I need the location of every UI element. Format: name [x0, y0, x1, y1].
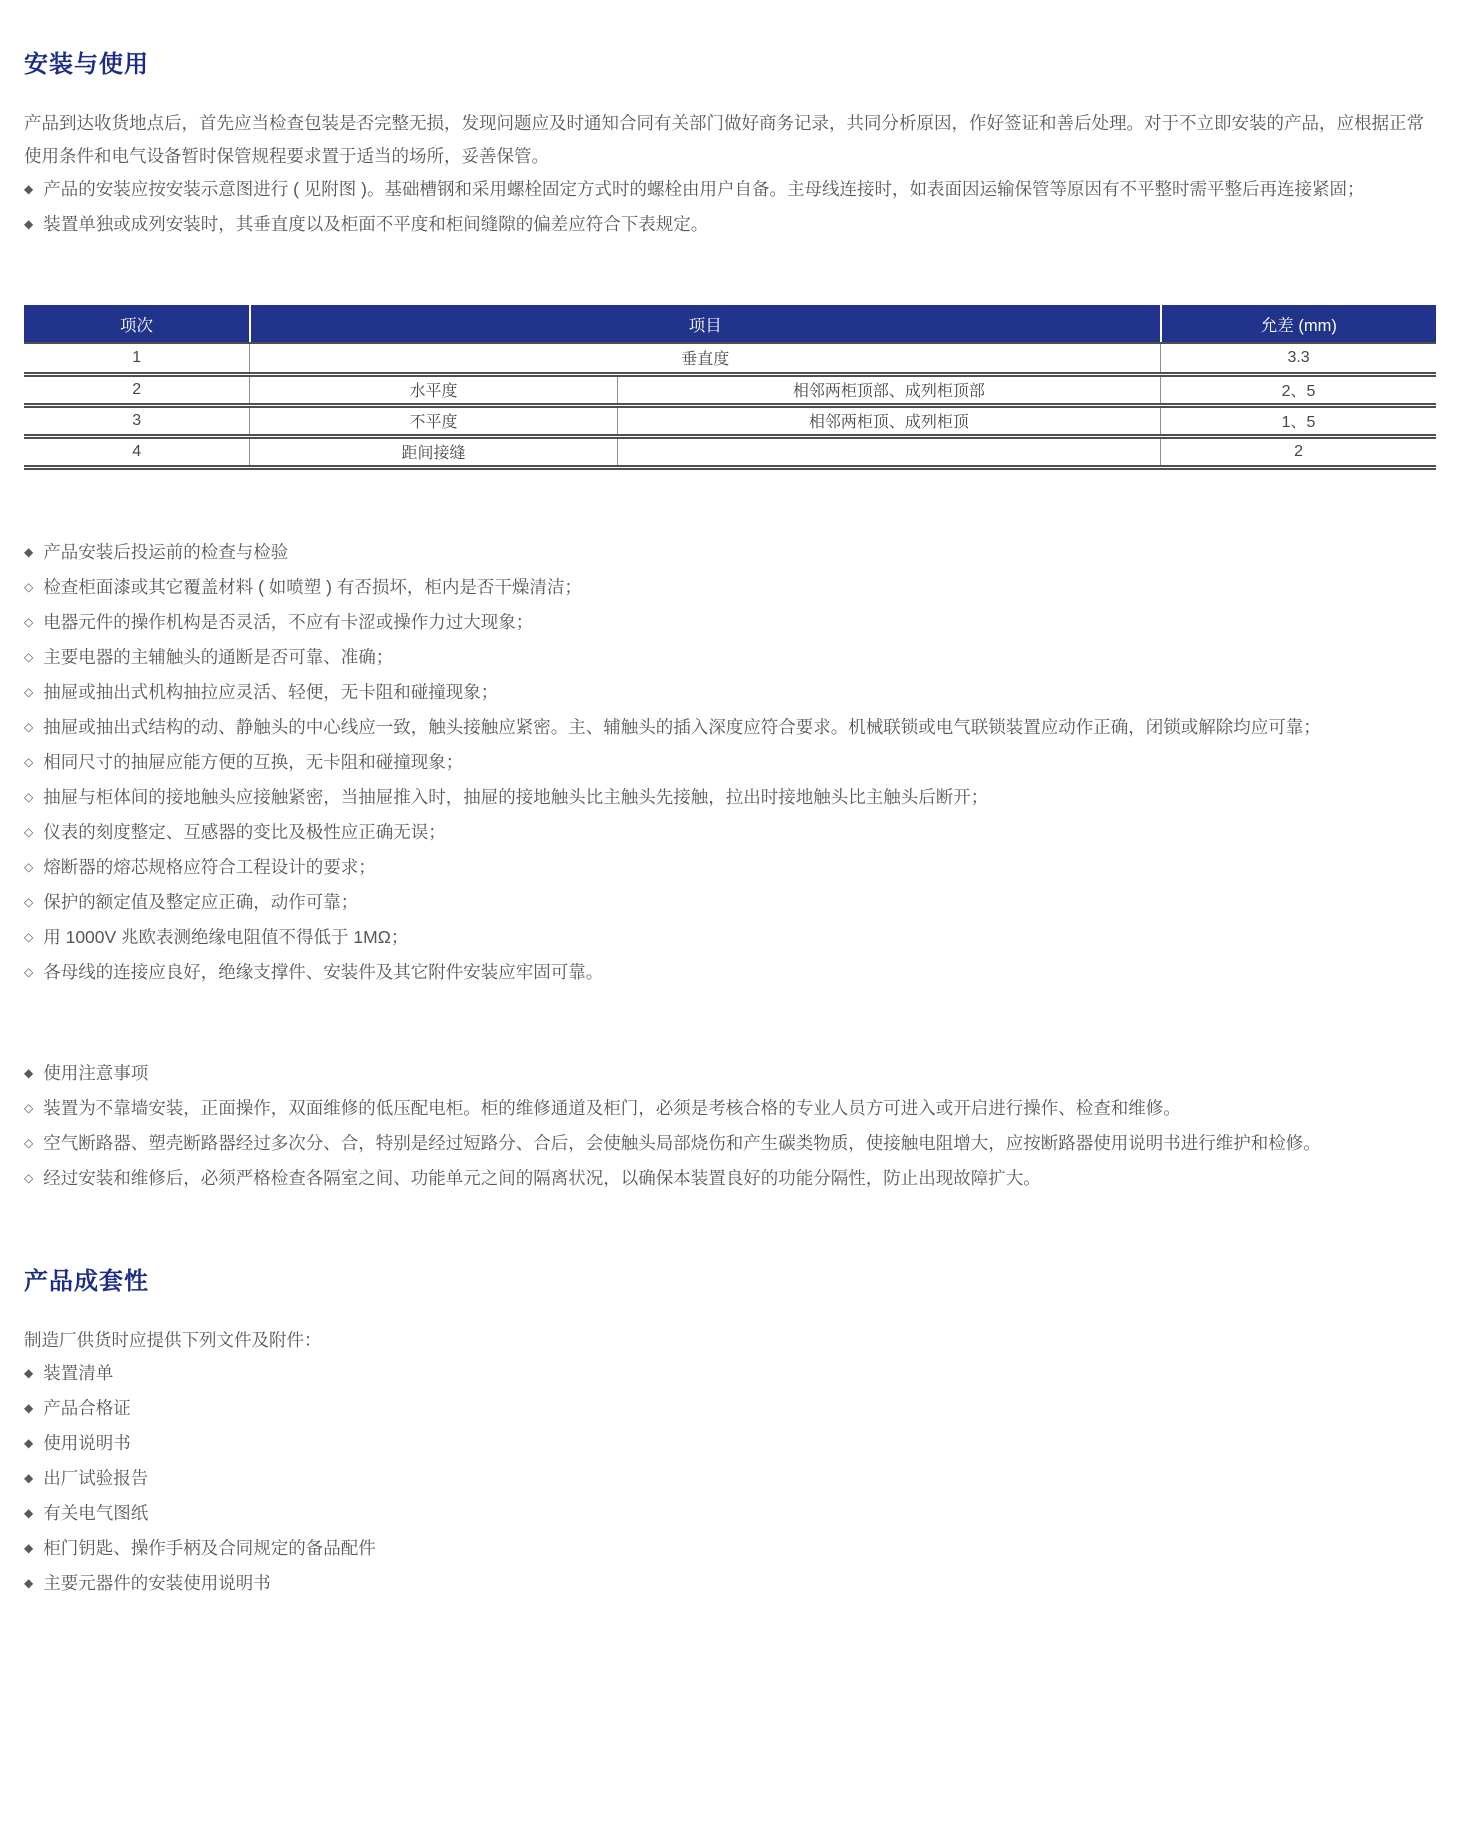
list-item-text: 空气断路器、塑壳断路器经过多次分、合，特别是经过短路分、合后，会使触头局部烧伤和产生碳类物质，使接触电阻增大，应按断路器使用说明书进行维护和检修。 [43, 1132, 1321, 1153]
list-item-text: 抽屉或抽出式结构的动、静触头的中心线应一致，触头接触应紧密。主、辅触头的插入深度应符合要求。机械联锁或电气联锁装置应动作正确，闭锁或解除均应可靠； [43, 716, 1321, 737]
table-row [24, 343, 1436, 374]
cell-no: 2 [24, 374, 250, 405]
list-item-text: 主要元器件的安装使用说明书 [43, 1572, 271, 1593]
list-item [24, 956, 1440, 991]
hollow-diamond-bullet-icon: ◇ [24, 859, 34, 874]
table-header-row [24, 305, 1436, 343]
table-row [24, 374, 1436, 405]
list-item-text: 经过安装和维修后，必须严格检查各隔室之间、功能单元之间的隔离状况，以确保本装置良好的功能分隔性，防止出现故障扩大。 [43, 1167, 1041, 1188]
hollow-diamond-bullet-icon: ◇ [24, 929, 34, 944]
supply-list-item [24, 1357, 1440, 1392]
list-item-text: 主要电器的主辅触头的通断是否可靠、准确； [43, 646, 394, 667]
list-item-text: 产品合格证 [43, 1397, 131, 1418]
hollow-diamond-bullet-icon: ◇ [24, 894, 34, 909]
cell-tolerance: 2、5 [1161, 374, 1436, 405]
list-item [24, 781, 1440, 816]
filled-diamond-bullet-icon: ◆ [24, 182, 34, 196]
list-item-text: 出厂试验报告 [43, 1467, 149, 1488]
list-item-text: 有关电气图纸 [43, 1502, 149, 1523]
hollow-diamond-bullet-icon: ◇ [24, 1170, 34, 1185]
filled-diamond-bullet-icon: ◆ [24, 544, 34, 559]
list-item-text: 电器元件的操作机构是否灵活，不应有卡涩或操作力过大现象； [43, 611, 534, 632]
table-row [24, 405, 1436, 436]
filled-diamond-bullet-icon: ◆ [24, 1540, 34, 1555]
list-item [24, 816, 1440, 851]
usage-section [24, 1057, 1440, 1197]
list-item-text: 抽屉与柜体间的接地触头应接触紧密，当抽屉推入时，抽屉的接地触头比主触头先接触，拉出时接地触头比主触头后断开； [43, 786, 989, 807]
bullet-item [24, 173, 1440, 208]
inspection-heading [24, 536, 1440, 571]
usage-heading [24, 1057, 1440, 1092]
list-item [24, 1162, 1440, 1197]
cell-item: 距间接缝 [250, 436, 617, 467]
filled-diamond-bullet-icon: ◆ [24, 1400, 34, 1415]
supply-list-item [24, 1567, 1440, 1602]
filled-diamond-bullet-icon: ◆ [24, 1365, 34, 1380]
cell-no: 3 [24, 405, 250, 436]
list-item-text: 检查柜面漆或其它覆盖材料 ( 如喷塑 ) 有否损坏，柜内是否干燥清洁； [43, 576, 582, 597]
list-item [24, 676, 1440, 711]
list-item [24, 711, 1440, 746]
supply-list-item [24, 1497, 1440, 1532]
tolerance-table [24, 305, 1436, 470]
list-item-text: 装置为不靠墙安装，正面操作，双面维修的低压配电柜。柜的维修通道及柜门，必须是考核合格的专业人员方可进入或开启进行操作、检查和维修。 [43, 1097, 1181, 1118]
list-item-text: 相同尺寸的抽屉应能方便的互换，无卡阻和碰撞现象； [43, 751, 464, 772]
supply-list-item [24, 1532, 1440, 1567]
hollow-diamond-bullet-icon: ◇ [24, 789, 34, 804]
filled-diamond-bullet-icon: ◆ [24, 217, 34, 231]
header-cell-item: 项目 [250, 305, 1161, 343]
filled-diamond-bullet-icon: ◆ [24, 1575, 34, 1590]
cell-sub-item: 相邻两柜顶、成列柜顶 [617, 405, 1161, 436]
list-item-text: 使用说明书 [43, 1432, 131, 1453]
list-item [24, 886, 1440, 921]
table-row [24, 436, 1436, 467]
supply-list-item [24, 1392, 1440, 1427]
cell-sub-item: 相邻两柜顶部、成列柜顶部 [617, 374, 1161, 405]
list-item-text: 装置清单 [43, 1362, 114, 1383]
bullet-text: 产品安装后投运前的检查与检验 [43, 541, 289, 562]
hollow-diamond-bullet-icon: ◇ [24, 684, 34, 699]
header-cell-tolerance: 允差 (mm) [1161, 305, 1436, 343]
cell-item: 不平度 [250, 405, 617, 436]
page-title-completeness: 产品成套性 [24, 1267, 149, 1295]
bullet-text: 使用注意事项 [43, 1062, 149, 1083]
cell-item-merged: 垂直度 [250, 343, 1161, 374]
cell-item: 水平度 [250, 374, 617, 405]
cell-tolerance: 1、5 [1161, 405, 1436, 436]
hollow-diamond-bullet-icon: ◇ [24, 754, 34, 769]
hollow-diamond-bullet-icon: ◇ [24, 964, 34, 979]
filled-diamond-bullet-icon: ◆ [24, 1505, 34, 1520]
list-item [24, 921, 1440, 956]
filled-diamond-bullet-icon: ◆ [24, 1435, 34, 1450]
supply-list-item [24, 1427, 1440, 1462]
list-item [24, 606, 1440, 641]
header-cell-index: 项次 [24, 305, 250, 343]
filled-diamond-bullet-icon: ◆ [24, 1065, 34, 1080]
hollow-diamond-bullet-icon: ◇ [24, 824, 34, 839]
intro-paragraph: 产品到达收货地点后，首先应当检查包装是否完整无损，发现问题应及时通知合同有关部门做好商务记录，共同分析原因，作好签证和善后处理。对于不立即安装的产品，应根据正常使用条件和电气设备暂时保管规程要求置于适当的场所，妥善保管。 [24, 113, 1424, 166]
hollow-diamond-bullet-icon: ◇ [24, 579, 34, 594]
hollow-diamond-bullet-icon: ◇ [24, 614, 34, 629]
cell-no: 1 [24, 343, 250, 374]
hollow-diamond-bullet-icon: ◇ [24, 719, 34, 734]
cell-tolerance: 2 [1161, 436, 1436, 467]
list-item [24, 641, 1440, 676]
supply-list [24, 1357, 1440, 1602]
hollow-diamond-bullet-icon: ◇ [24, 649, 34, 664]
cell-tolerance: 3.3 [1161, 343, 1436, 374]
list-item [24, 1127, 1440, 1162]
list-item [24, 746, 1440, 781]
hollow-diamond-bullet-icon: ◇ [24, 1100, 34, 1115]
list-item-text: 柜门钥匙、操作手柄及合同规定的备品配件 [43, 1537, 376, 1558]
inspection-section [24, 536, 1440, 991]
cell-sub-item [617, 436, 1161, 467]
list-item-text: 仪表的刻度整定、互感器的变比及极性应正确无误； [43, 821, 446, 842]
list-item-text: 抽屉或抽出式机构抽拉应灵活、轻便，无卡阻和碰撞现象； [43, 681, 499, 702]
filled-diamond-bullet-icon: ◆ [24, 1470, 34, 1485]
list-item [24, 571, 1440, 606]
bullet-item [24, 208, 1440, 243]
supply-list-item [24, 1462, 1440, 1497]
list-item-text: 用 1000V 兆欧表测绝缘电阻值不得低于 1MΩ； [43, 926, 409, 947]
list-item [24, 851, 1440, 886]
cell-no: 4 [24, 436, 250, 467]
list-item-text: 熔断器的熔芯规格应符合工程设计的要求； [43, 856, 376, 877]
hollow-diamond-bullet-icon: ◇ [24, 1135, 34, 1150]
bullet-text: 装置单独或成列安装时，其垂直度以及柜面不平度和柜间缝隙的偏差应符合下表规定。 [43, 214, 709, 234]
completeness-intro: 制造厂供货时应提供下列文件及附件： [24, 1329, 322, 1350]
bullet-text: 产品的安装应按安装示意图进行 ( 见附图 )。基础槽钢和采用螺栓固定方式时的螺栓由用户自备。主母线连接时，如表面因运输保管等原因有不平整时需平整后再连接紧固； [43, 179, 1365, 199]
list-item [24, 1092, 1440, 1127]
list-item-text: 保护的额定值及整定应正确，动作可靠； [43, 891, 359, 912]
page-title-installation: 安装与使用 [24, 51, 149, 78]
list-item-text: 各母线的连接应良好，绝缘支撑件、安装件及其它附件安装应牢固可靠。 [43, 961, 604, 982]
